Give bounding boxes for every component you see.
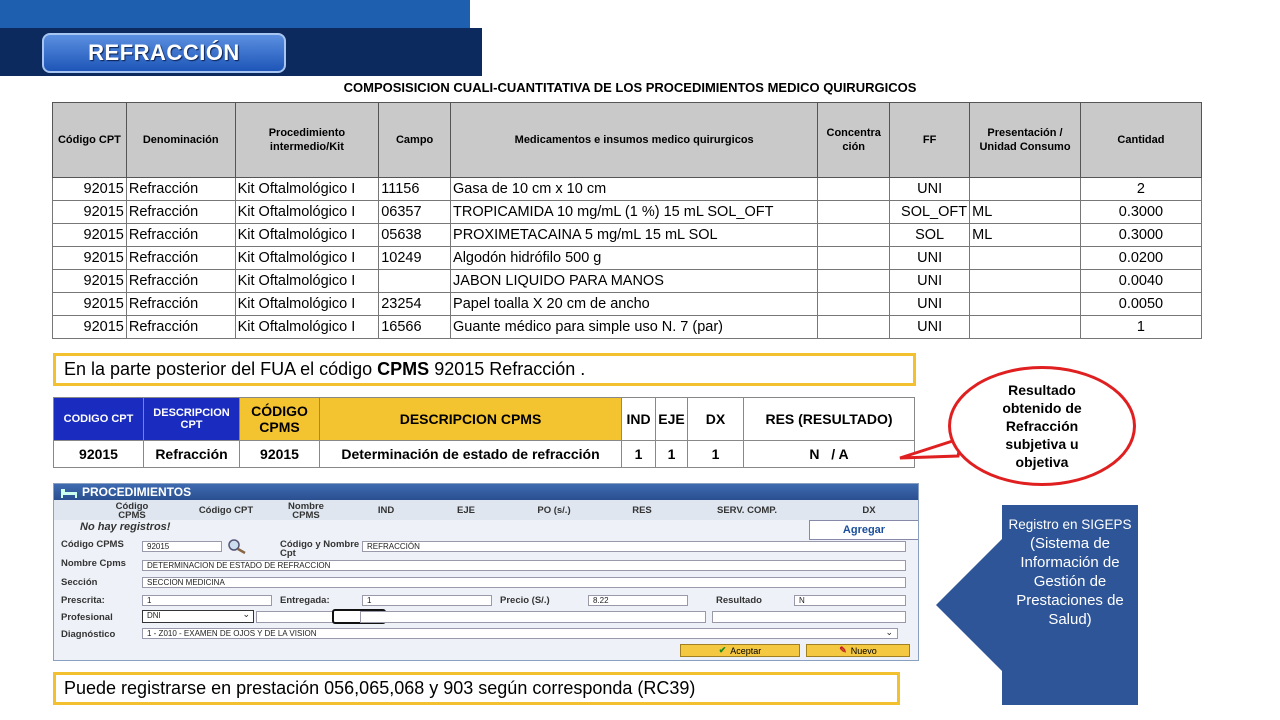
fua-cell-eje: 1: [656, 441, 688, 468]
sigeps-arrow-label: [1008, 515, 1132, 629]
fua-row: [54, 441, 915, 468]
table-row: [53, 224, 1202, 247]
profesional-select-value: DNI: [147, 611, 161, 620]
cpt-input[interactable]: REFRACCIÓN: [362, 541, 906, 552]
fua-header-resultado: RES (RESULTADO): [744, 398, 915, 441]
chevron-down-icon: ⌄: [885, 627, 893, 637]
fua-header-descripcion-cpt: DESCRIPCION CPT: [144, 398, 240, 441]
result-callout-text: Resultado obtenido de Refracción subjetiva u objetiva: [1002, 382, 1082, 470]
accept-button[interactable]: [680, 644, 800, 657]
label-prescrita: Prescrita:: [61, 595, 105, 606]
header-concentracion: Concentra ción: [818, 103, 890, 178]
cell-campo: 05638: [379, 224, 451, 247]
composition-table: [52, 102, 1202, 339]
cell-campo: 10249: [379, 247, 451, 270]
cell-presentacion: [970, 178, 1081, 201]
fua-cell-descripcion-cpt: Refracción: [144, 441, 240, 468]
fua-header-codigo-cpt: CODIGO CPT: [54, 398, 144, 441]
fua-note-bold: CPMS: [377, 359, 430, 379]
header-campo: Campo: [379, 103, 451, 178]
cell-cantidad: 2: [1080, 178, 1201, 201]
sigeps-panel-header: [54, 484, 918, 500]
cell-concentracion: [818, 293, 890, 316]
header-codigo-cpt: Código CPT: [53, 103, 127, 178]
check-icon: ✔: [718, 645, 727, 655]
prescrita-input[interactable]: 1: [142, 595, 272, 606]
chevron-down-icon: ⌄: [242, 609, 250, 619]
cell-presentacion: [970, 247, 1081, 270]
sigeps-col-eje: EJE: [457, 505, 475, 516]
codigo-cpms-input[interactable]: 92015: [142, 541, 222, 552]
new-button-label: Nuevo: [850, 645, 877, 656]
cell-kit: Kit Oftalmológico I: [235, 201, 379, 224]
cell-codigo: 92015: [53, 247, 127, 270]
cell-insumo: PROXIMETACAINA 5 mg/mL 15 mL SOL: [451, 224, 818, 247]
cell-denominacion: Refracción: [126, 270, 235, 293]
table-row: [53, 178, 1202, 201]
profesional-extra-input[interactable]: [712, 611, 906, 623]
registration-note-text: Puede registrarse en prestación 056,065,068 y 903 según corresponda (RC39): [64, 678, 696, 698]
table-row: [53, 316, 1202, 339]
cell-codigo: 92015: [53, 224, 127, 247]
fua-cell-ind: 1: [622, 441, 656, 468]
cell-insumo: Algodón hidrófilo 500 g: [451, 247, 818, 270]
cell-insumo: JABON LIQUIDO PARA MANOS: [451, 270, 818, 293]
fua-header-codigo-cpms: CÓDIGO CPMS: [240, 398, 320, 441]
fua-note-prefix: En la parte posterior del FUA el código: [64, 359, 378, 379]
fua-cell-codigo-cpt: 92015: [54, 441, 144, 468]
add-button[interactable]: Agregar: [809, 520, 919, 540]
cell-kit: Kit Oftalmológico I: [235, 316, 379, 339]
fua-cell-descripcion-cpms: Determinación de estado de refracción: [320, 441, 622, 468]
cell-denominacion: Refracción: [126, 293, 235, 316]
cell-codigo: 92015: [53, 293, 127, 316]
cell-presentacion: ML: [970, 224, 1081, 247]
cell-concentracion: [818, 178, 890, 201]
table-subtitle: COMPOSISICION CUALI-CUANTITATIVA DE LOS PROCEDIMIENTOS MEDICO QUIRURGICOS: [343, 80, 917, 95]
cell-denominacion: Refracción: [126, 247, 235, 270]
cell-presentacion: [970, 316, 1081, 339]
profesional-select[interactable]: [142, 610, 254, 623]
table-row: [53, 201, 1202, 224]
header-procedimiento: Procedimiento intermedio/Kit: [235, 103, 379, 178]
fua-header-descripcion-cpms: DESCRIPCION CPMS: [320, 398, 622, 441]
cell-campo: 23254: [379, 293, 451, 316]
cell-presentacion: [970, 270, 1081, 293]
diagnostico-select-value: 1 - Z010 - EXAMEN DE OJOS Y DE LA VISION: [147, 629, 317, 638]
fua-cell-resultado: N / A: [744, 441, 915, 468]
diagnostico-select[interactable]: [142, 628, 898, 639]
fua-cell-codigo-cpms: 92015: [240, 441, 320, 468]
cell-cantidad: 1: [1080, 316, 1201, 339]
page-title: REFRACCIÓN: [42, 33, 286, 73]
fua-header-eje: EJE: [656, 398, 688, 441]
cell-codigo: 92015: [53, 316, 127, 339]
cell-presentacion: ML: [970, 201, 1081, 224]
cell-concentracion: [818, 270, 890, 293]
header-denominacion: Denominación: [126, 103, 235, 178]
label-profesional: Profesional: [61, 612, 113, 623]
label-codigo-cpms: Código CPMS: [61, 539, 124, 550]
cell-campo: [379, 270, 451, 293]
sigeps-col-res: RES: [632, 505, 652, 516]
label-diagnostico: Diagnóstico: [61, 629, 116, 640]
entregada-input[interactable]: 1: [362, 595, 492, 606]
table-header-row: [53, 103, 1202, 178]
header-presentacion: Presentación / Unidad Consumo: [970, 103, 1081, 178]
label-entregada: Entregada:: [280, 595, 330, 606]
cell-denominacion: Refracción: [126, 201, 235, 224]
table-row: [53, 293, 1202, 316]
sigeps-arrow-line1: Registro en SIGEPS: [1008, 517, 1132, 532]
cell-ff: UNI: [890, 178, 970, 201]
label-codigo-nombre-cpt: Código y Nombre Cpt: [280, 539, 360, 559]
cell-concentracion: [818, 316, 890, 339]
table-row: [53, 270, 1202, 293]
label-seccion: Sección: [61, 577, 98, 588]
sigeps-panel-title: PROCEDIMIENTOS: [82, 485, 192, 499]
resultado-input[interactable]: N: [794, 595, 906, 606]
cell-insumo: TROPICAMIDA 10 mg/mL (1 %) 15 mL SOL_OFT: [451, 201, 818, 224]
sigeps-col-nombre-cpms: Nombre CPMS: [288, 501, 324, 521]
cell-denominacion: Refracción: [126, 224, 235, 247]
sigeps-arrow-line2: (Sistema de Información de Gestión de Prestaciones de Salud): [1016, 535, 1124, 628]
cell-campo: 06357: [379, 201, 451, 224]
sigeps-no-records: No hay registros!: [80, 521, 171, 533]
cell-concentracion: [818, 201, 890, 224]
sigeps-col-serv-comp: SERV. COMP.: [716, 505, 778, 516]
table-row: [53, 247, 1202, 270]
sigeps-procedures-panel: [53, 483, 919, 661]
cell-kit: Kit Oftalmológico I: [235, 270, 379, 293]
sigeps-col-ind: IND: [377, 505, 395, 516]
cell-codigo: 92015: [53, 178, 127, 201]
profesional-name-input[interactable]: [360, 611, 706, 623]
search-icon[interactable]: [226, 538, 248, 554]
fua-header-row: [54, 398, 915, 441]
new-icon: ✎: [839, 645, 847, 655]
cell-denominacion: Refracción: [126, 178, 235, 201]
cell-concentracion: [818, 224, 890, 247]
sigeps-col-dx: DX: [862, 505, 876, 516]
cell-codigo: 92015: [53, 201, 127, 224]
cell-ff: UNI: [890, 270, 970, 293]
sigeps-col-po: PO (s/.): [537, 505, 571, 516]
cell-kit: Kit Oftalmológico I: [235, 247, 379, 270]
fua-table: [53, 397, 915, 468]
fua-cell-dx: 1: [688, 441, 744, 468]
cell-cantidad: 0.3000: [1080, 224, 1201, 247]
cell-campo: 11156: [379, 178, 451, 201]
fua-header-ind: IND: [622, 398, 656, 441]
cell-cantidad: 0.0200: [1080, 247, 1201, 270]
sigeps-column-header: [54, 500, 918, 520]
fua-note-suffix: 92015 Refracción .: [429, 359, 586, 379]
cell-concentracion: [818, 247, 890, 270]
cell-denominacion: Refracción: [126, 316, 235, 339]
cell-ff: UNI: [890, 316, 970, 339]
cell-ff: SOL_OFT: [890, 201, 970, 224]
cell-ff: UNI: [890, 293, 970, 316]
cell-kit: Kit Oftalmológico I: [235, 224, 379, 247]
label-precio: Precio (S/.): [500, 595, 550, 606]
seccion-input[interactable]: SECCION MEDICINA: [142, 577, 906, 588]
registration-note: [53, 672, 900, 705]
cell-presentacion: [970, 293, 1081, 316]
bed-icon: [60, 487, 78, 498]
cell-ff: SOL: [890, 224, 970, 247]
sigeps-col-codigo-cpt: Código CPT: [198, 505, 254, 516]
new-button[interactable]: [806, 644, 910, 657]
cell-ff: UNI: [890, 247, 970, 270]
cell-cantidad: 0.0040: [1080, 270, 1201, 293]
cell-insumo: Gasa de 10 cm x 10 cm: [451, 178, 818, 201]
cell-campo: 16566: [379, 316, 451, 339]
header-ff: FF: [890, 103, 970, 178]
label-resultado: Resultado: [716, 595, 762, 606]
header-medicamentos: Medicamentos e insumos medico quirurgicos: [451, 103, 818, 178]
cell-cantidad: 0.3000: [1080, 201, 1201, 224]
precio-input[interactable]: 8.22: [588, 595, 688, 606]
sigeps-col-codigo-cpms: Código CPMS: [115, 501, 149, 521]
accept-button-label: Aceptar: [730, 645, 762, 656]
nombre-cpms-input[interactable]: DETERMINACION DE ESTADO DE REFRACCION: [142, 560, 906, 571]
header-cantidad: Cantidad: [1080, 103, 1201, 178]
header-band-light: [0, 0, 470, 30]
result-callout-bubble: [948, 366, 1136, 486]
cell-kit: Kit Oftalmológico I: [235, 293, 379, 316]
fua-header-dx: DX: [688, 398, 744, 441]
cell-cantidad: 0.0050: [1080, 293, 1201, 316]
cell-insumo: Papel toalla X 20 cm de ancho: [451, 293, 818, 316]
cell-kit: Kit Oftalmológico I: [235, 178, 379, 201]
cell-insumo: Guante médico para simple uso N. 7 (par): [451, 316, 818, 339]
fua-note: [53, 353, 916, 386]
cell-codigo: 92015: [53, 270, 127, 293]
label-nombre-cpms: Nombre Cpms: [61, 558, 126, 569]
